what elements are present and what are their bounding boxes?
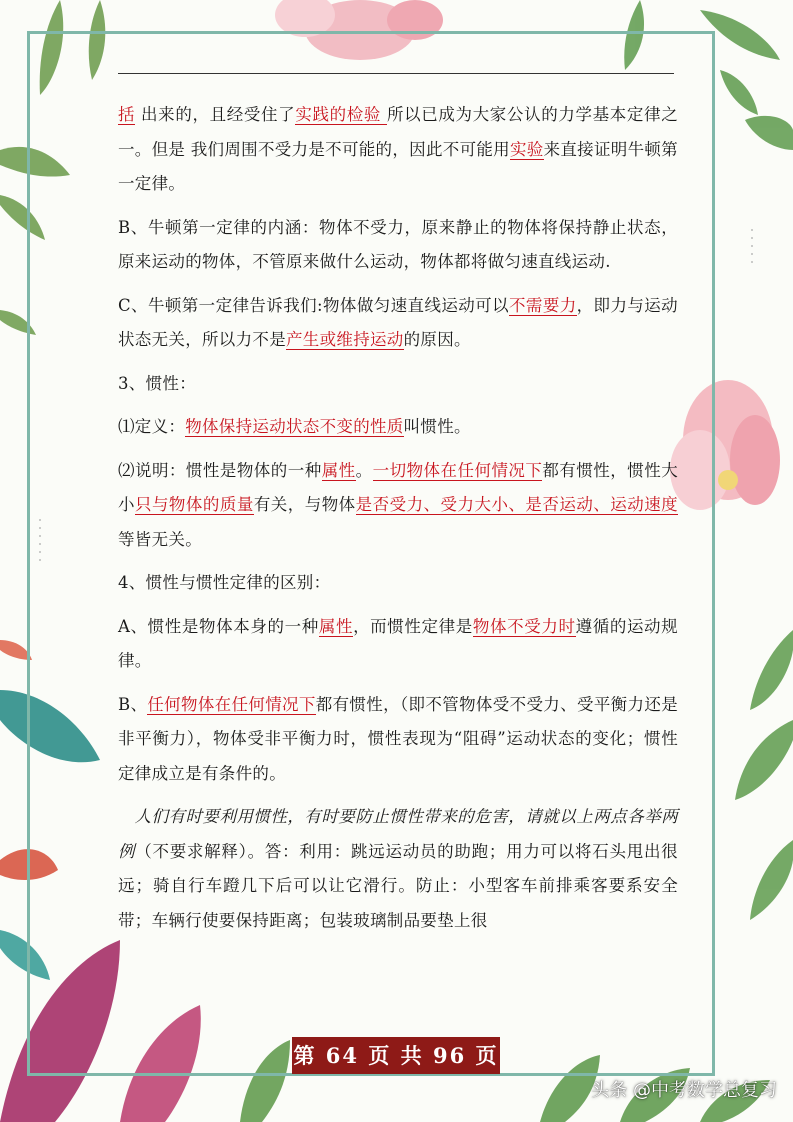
- text-run: 4、惯性与惯性定律的区别：: [118, 573, 331, 592]
- paragraph: [118, 211, 678, 280]
- highlighted-term: 只与物体的质量: [134, 495, 254, 514]
- watermark: 头条 @中考数学总复习: [591, 1080, 777, 1101]
- highlighted-term: 是否受力、受力大小、是否运动、运动速度: [355, 495, 678, 514]
- text-run: 所以已成为大家公认的力学基本定律之一。但是 我们周围不受力是不可能的，因此不可能用: [118, 105, 679, 159]
- paragraph: [118, 688, 678, 792]
- text-run: C、牛顿第一定律告诉我们:物体做匀速直线运动可以: [118, 295, 509, 315]
- highlighted-term: 一切物体在任何情况下: [372, 460, 543, 480]
- page-number-badge: 第 64 页 共 96 页: [292, 1037, 500, 1074]
- highlighted-term: 属性: [318, 616, 354, 636]
- text-run: B、: [118, 694, 148, 714]
- text-run: 都有惯性，（即不管物体受不受力、受平衡力还是非平衡力），物体受非平衡力时，惯性表现为“阻碍”运动状态的变化；惯性定律成立是有条件的。: [118, 694, 678, 783]
- highlighted-term: 括: [118, 105, 136, 124]
- highlighted-term: 实践的检验: [295, 105, 387, 124]
- text-run: 。: [355, 460, 373, 480]
- text-run: 出来的，且经受住了: [135, 105, 296, 124]
- text-run: ，即力与运动状态无关，所以力不是: [118, 295, 678, 349]
- paragraph: [118, 566, 678, 601]
- text-run: 遵循的运动规律。: [118, 616, 678, 670]
- text-run: 人们有时要利用惯性，有时要防止惯性带来的危害，请就以上两点各举两例: [118, 807, 678, 861]
- paragraph: [118, 410, 678, 445]
- paragraph: [118, 367, 678, 402]
- text-run: 有关，与物体: [253, 495, 356, 514]
- text-run: 的原因。: [403, 330, 471, 349]
- header-rule: [118, 73, 674, 74]
- highlighted-term: 实验: [509, 139, 544, 159]
- text-run: 等皆无关。: [118, 529, 202, 549]
- highlighted-term: 不需要力: [509, 295, 577, 315]
- paragraph: [118, 800, 678, 938]
- leaf-icon: [735, 630, 793, 920]
- text-run: 都有惯性，惯性大小: [118, 460, 678, 514]
- text-run: 来直接证明牛顿第一定律。: [118, 139, 678, 193]
- document-body: [118, 98, 678, 938]
- text-run: 3、惯性：: [118, 373, 196, 393]
- highlighted-term: 物体保持运动状态不变的性质: [185, 417, 404, 436]
- text-run: ⑴定义：: [118, 417, 186, 436]
- highlighted-term: 产生或维持运动: [286, 330, 404, 349]
- text-run: ，而惯性定律是: [353, 616, 473, 636]
- text-run: ⑵说明：惯性是物体的一种: [118, 460, 322, 480]
- highlighted-term: 物体不受力时: [472, 616, 576, 636]
- text-run: （不要求解释）。答：利用：跳远运动员的助跑；用力可以将石头甩出很远；骑自行车蹬几下后可以让它滑行。防止：小型客车前排乘客要系安全带；车辆行使要保持距离；包装玻璃制品要垫上很: [118, 841, 678, 930]
- text-run: A、惯性是物体本身的一种: [118, 616, 319, 636]
- paragraph: [118, 454, 678, 558]
- highlighted-term: 属性: [321, 460, 356, 480]
- paragraph: [118, 289, 678, 358]
- paragraph: [118, 610, 678, 679]
- text-run: B、牛顿第一定律的内涵：物体不受力，原来静止的物体将保持静止状态，原来运动的物体，不管原来做什么运动，物体都将做匀速直线运动.: [118, 217, 678, 271]
- highlighted-term: 任何物体在任何情况下: [147, 694, 316, 714]
- text-run: 叫惯性。: [403, 417, 471, 436]
- paragraph: [118, 98, 678, 202]
